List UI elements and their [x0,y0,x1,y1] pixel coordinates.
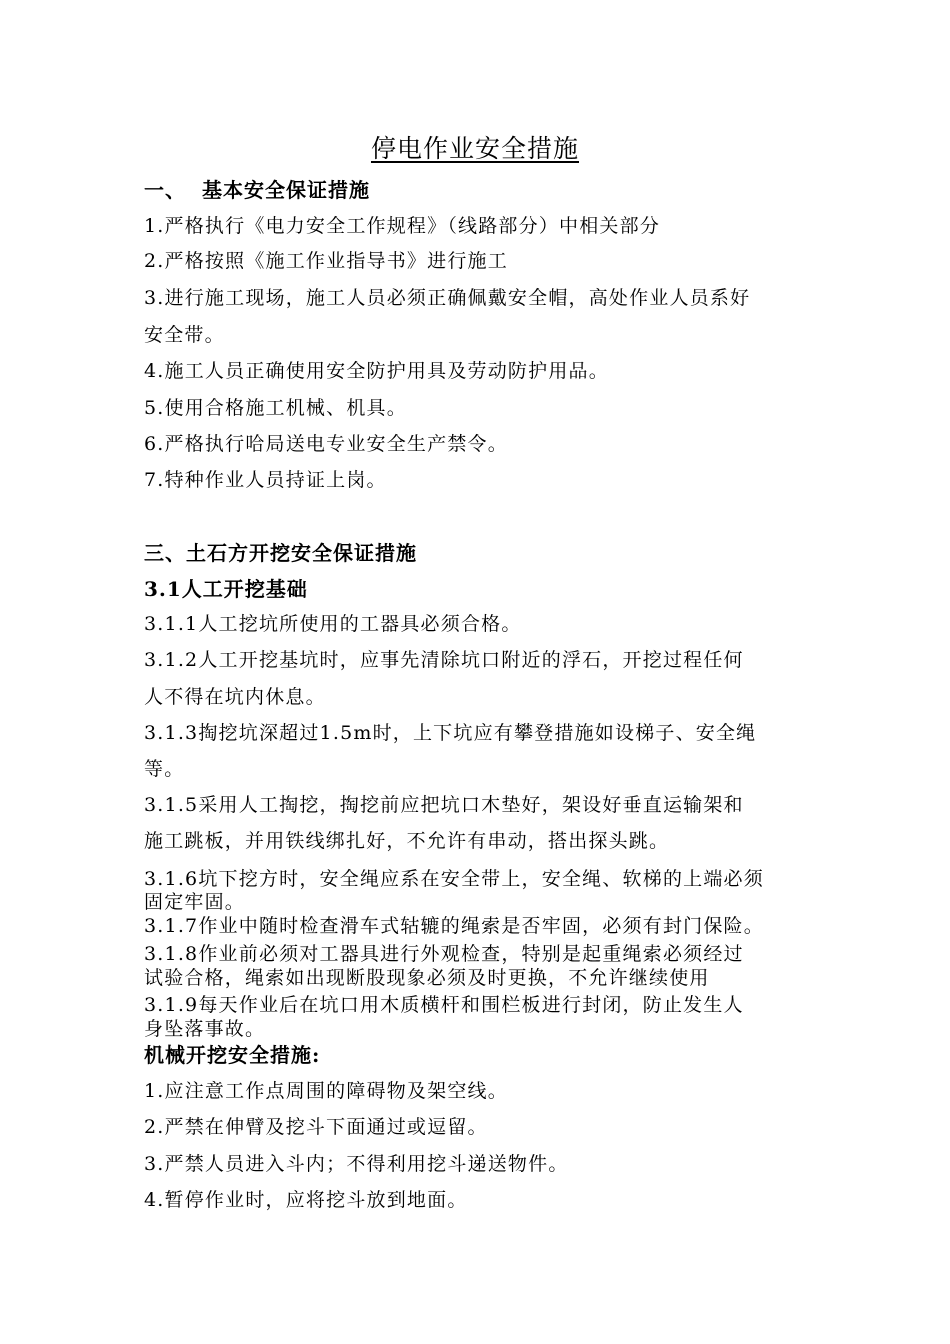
section-3-item: 3.1.9每天作业后在坑口用木质横杆和围栏板进行封闭，防止发生人 [144,994,744,1016]
mechanical-heading: 机械开挖安全措施: [144,1043,321,1067]
section-3-item: 3.1.6坑下挖方时，安全绳应系在安全带上，安全绳、软梯的上端必须 [144,868,764,890]
section-1-item: 3.进行施工现场，施工人员必须正确佩戴安全帽，高处作业人员系好 [144,287,751,309]
section-3-item: 试验合格，绳索如出现断股现象必须及时更换，不允许继续使用 [144,967,710,989]
section-1-number: 一、 [144,178,186,202]
section-3-item: 3.1.5采用人工掏挖，掏挖前应把坑口木垫好，架设好垂直运输架和 [144,794,744,816]
mechanical-item: 2.严禁在伸臂及挖斗下面通过或逗留。 [144,1116,488,1138]
section-1-heading [144,174,370,203]
section-3-item: 施工跳板，并用铁线绑扎好，不允许有串动，搭出探头跳。 [144,830,670,852]
section-3-item: 3.1.8作业前必须对工器具进行外观检查，特别是起重绳索必须经过 [144,943,744,965]
section-3-item: 等。 [144,758,185,780]
section-1-title: 基本安全保证措施 [202,178,370,202]
document-title: 停电作业安全措施 [370,134,579,163]
section-3-item: 3.1.2人工开挖基坑时，应事先清除坑口附近的浮石，开挖过程任何 [144,649,744,671]
section-1-item: 安全带。 [144,324,225,346]
mechanical-item: 3.严禁人员进入斗内；不得利用挖斗递送物件。 [144,1153,569,1175]
mechanical-item: 1.应注意工作点周围的障碍物及架空线。 [144,1080,508,1102]
section-3-heading: 三、土石方开挖安全保证措施 [144,541,417,565]
section-3-item: 3.1.7作业中随时检查滑车式轱辘的绳索是否牢固，必须有封门保险。 [144,915,764,937]
section-1-item: 5.使用合格施工机械、机具。 [144,397,407,419]
section-3-1-heading: 3.1人工开挖基础 [144,577,308,601]
mechanical-item: 4.暂停作业时，应将挖斗放到地面。 [144,1189,468,1211]
section-3-item: 人不得在坑内休息。 [144,686,326,708]
section-3-item: 3.1.3掏挖坑深超过1.5m时，上下坑应有攀登措施如设梯子、安全绳 [144,722,757,744]
section-1-item: 4.施工人员正确使用安全防护用具及劳动防护用品。 [144,360,609,382]
section-1-item: 2.严格按照《施工作业指导书》进行施工 [144,250,508,272]
section-1-item: 7.特种作业人员持证上岗。 [144,469,387,491]
section-1-item: 1.严格执行《电力安全工作规程》（线路部分）中相关部分 [144,215,661,237]
section-3-item: 固定牢固。 [144,891,246,913]
section-1-item: 6.严格执行哈局送电专业安全生产禁令。 [144,433,508,455]
section-3-item: 身坠落事故。 [144,1018,266,1040]
section-3-item: 3.1.1人工挖坑所使用的工器具必须合格。 [144,613,522,635]
